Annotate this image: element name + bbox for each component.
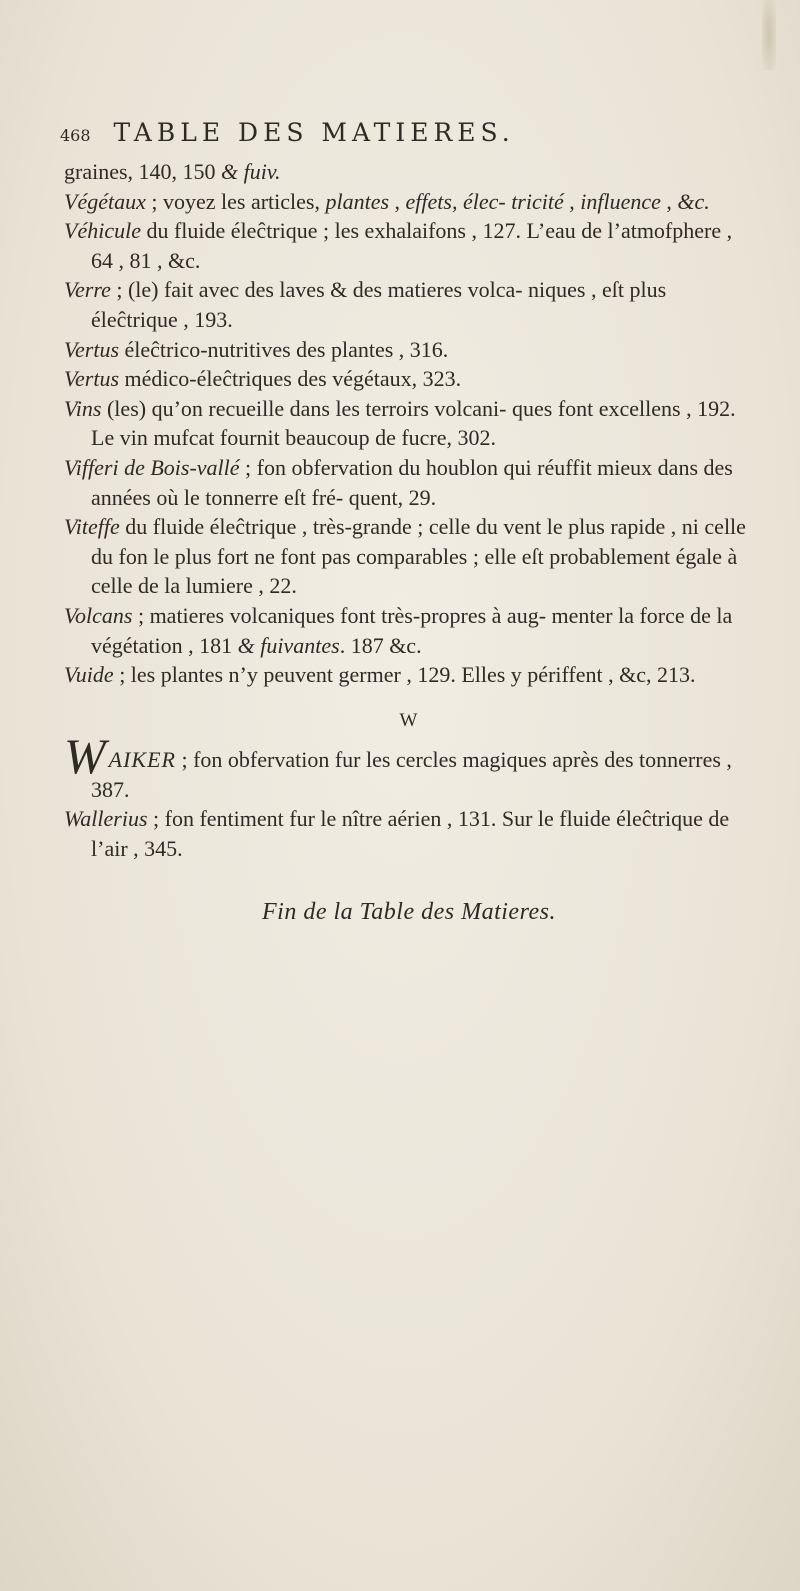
entry-term: Véhicule <box>64 218 141 244</box>
entry-text: ; fon obfervation fur les cercles magiques après des tonnerres , 387. <box>91 747 732 802</box>
drop-capital: W <box>64 728 106 785</box>
entry-text: , <box>660 188 678 214</box>
entry-term: Vifferi de Bois-vallé <box>64 454 240 480</box>
entry-term: Viteffe <box>64 514 120 540</box>
entry-term: Vuide <box>64 662 114 688</box>
index-entry <box>64 660 754 690</box>
entry-text: ; fon obfervation du houblon qui réuffit mieux dans des années où le tonnerre eſt fré- quent, 29. <box>91 454 733 510</box>
entry-text: éleĉtrico-nutritives des plantes , 316. <box>119 336 449 362</box>
entry-text: ; (le) fait avec des laves & des matieres volca- niques , eſt plus éleĉtrique , 193. <box>91 277 667 332</box>
entry-text: graines, 140, 150 <box>64 159 222 184</box>
paper-stain <box>762 0 776 70</box>
entry-term: Verre <box>64 277 111 303</box>
entry-term: Vertus <box>64 336 119 362</box>
entry-term: AIKER <box>108 747 176 773</box>
w-entries <box>64 728 754 863</box>
entry-text: du fluide éleĉtrique ; les exhalaifons , 127. L’eau de l’atmofphere , 64 , 81 , &c. <box>91 218 733 273</box>
index-entry <box>64 187 754 217</box>
entry-text: ; fon fentiment fur le nître aérien , 131. Sur le fluide éleĉtrique de l’air , 345. <box>91 806 730 862</box>
entry-text: du fluide éleĉtrique , très-grande ; celle du vent le plus rapide , ni celle du fon le plus fort ne font pas comparables ; elle eſt probablement égale à celle de la lumiere , 22. <box>91 514 746 599</box>
entry-term: &c. <box>677 188 710 214</box>
index-entry <box>64 728 754 804</box>
entry-text: , <box>389 188 406 214</box>
index-body <box>64 157 754 927</box>
index-entry <box>64 157 754 187</box>
entry-term: Vins <box>64 395 102 421</box>
page-number: 468 <box>60 126 91 145</box>
entry-text: ; voyez les articles, <box>145 188 326 214</box>
entry-text: ; les plantes n’y peuvent germer , 129. Elles y périffent , &c, 213. <box>113 662 696 688</box>
v-entries <box>64 157 754 690</box>
entry-text: ; matieres volcaniques font très-propres à aug- menter la force de la végétation , 181 <box>91 602 733 658</box>
entry-term: Végétaux <box>64 188 146 214</box>
entry-term: & fuivantes <box>237 632 340 658</box>
entry-text: (les) qu’on recueille dans les terroirs volcani- ques font excellens , 192. Le vin mufcat fournit beaucoup de fucre, 302. <box>91 395 736 451</box>
index-entry <box>64 804 754 863</box>
closing-line: Fin de la Table des Matieres. <box>261 898 557 925</box>
entry-term: & fuiv. <box>221 159 281 184</box>
index-entry <box>64 275 754 334</box>
index-entry <box>64 335 754 365</box>
entry-text: médico-éleĉtriques des végétaux, 323. <box>119 366 462 392</box>
index-entry <box>64 216 754 275</box>
entry-text: , <box>563 188 581 214</box>
index-entry <box>64 601 754 660</box>
index-entry <box>64 394 754 453</box>
index-entry <box>64 512 754 601</box>
running-title: TABLE DES MATIERES. <box>113 118 515 147</box>
running-header <box>60 118 760 147</box>
index-entry <box>64 364 754 394</box>
entry-term: plantes <box>325 188 390 214</box>
index-entry <box>64 453 754 512</box>
entry-term: Volcans <box>64 602 133 628</box>
entry-term: effets, élec- tricité <box>405 188 564 214</box>
entry-text: . 187 &c. <box>339 632 422 658</box>
section-letter: W <box>399 709 419 731</box>
entry-term: Vertus <box>64 366 119 392</box>
entry-term: influence <box>580 188 661 214</box>
entry-term: Wallerius <box>64 806 148 832</box>
